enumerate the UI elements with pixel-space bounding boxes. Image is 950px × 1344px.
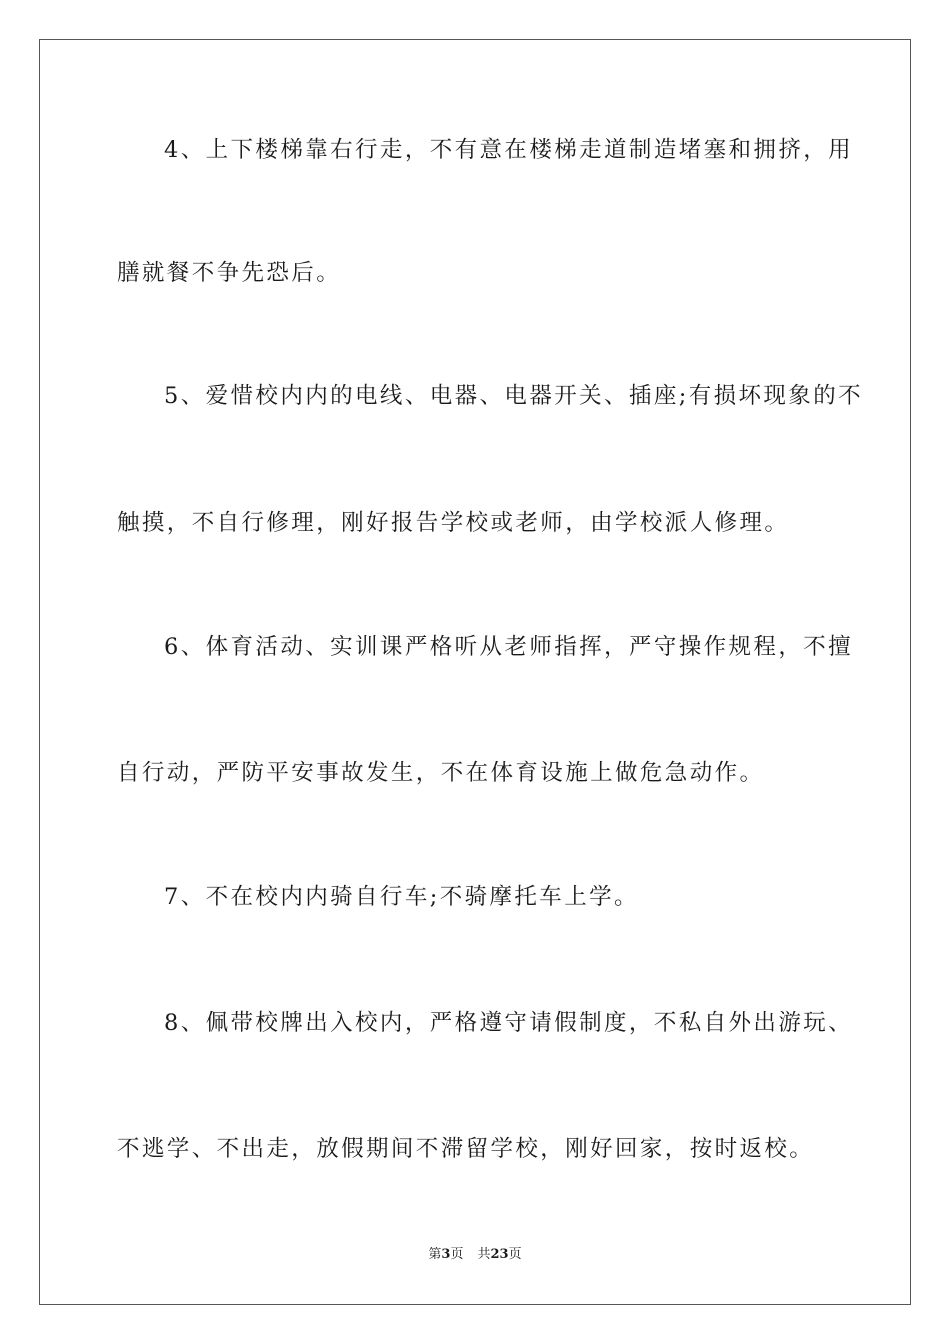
paragraph-line: 7、不在校内内骑自行车;不骑摩托车上学。 bbox=[164, 884, 639, 910]
paragraph-line: 4、上下楼梯靠右行走，不有意在楼梯走道制造堵塞和拥挤，用 bbox=[164, 137, 854, 163]
page-number: 3 bbox=[441, 1247, 451, 1262]
total-pages: 23 bbox=[490, 1247, 509, 1262]
page-border bbox=[39, 39, 911, 1305]
paragraph-line: 5、爱惜校内内的电线、电器、电器开关、插座;有损坏现象的不 bbox=[164, 383, 863, 409]
paragraph-line: 8、佩带校牌出入校内，严格遵守请假制度，不私自外出游玩、 bbox=[164, 1010, 854, 1036]
total-suffix: 页 bbox=[508, 1247, 522, 1262]
paragraph-line: 自行动，严防平安事故发生，不在体育设施上做危急动作。 bbox=[117, 760, 765, 786]
page-prefix: 第 bbox=[428, 1247, 442, 1262]
paragraph-line: 触摸，不自行修理，刚好报告学校或老师，由学校派人修理。 bbox=[117, 510, 790, 536]
paragraph-line: 膳就餐不争先恐后。 bbox=[117, 260, 342, 286]
page-suffix: 页 bbox=[450, 1247, 464, 1262]
paragraph-line: 不逃学、不出走，放假期间不滞留学校，刚好回家，按时返校。 bbox=[117, 1136, 815, 1162]
total-prefix: 共 bbox=[477, 1247, 491, 1262]
paragraph-line: 6、体育活动、实训课严格听从老师指挥，严守操作规程，不擅 bbox=[164, 634, 854, 660]
page-footer bbox=[0, 1245, 950, 1265]
